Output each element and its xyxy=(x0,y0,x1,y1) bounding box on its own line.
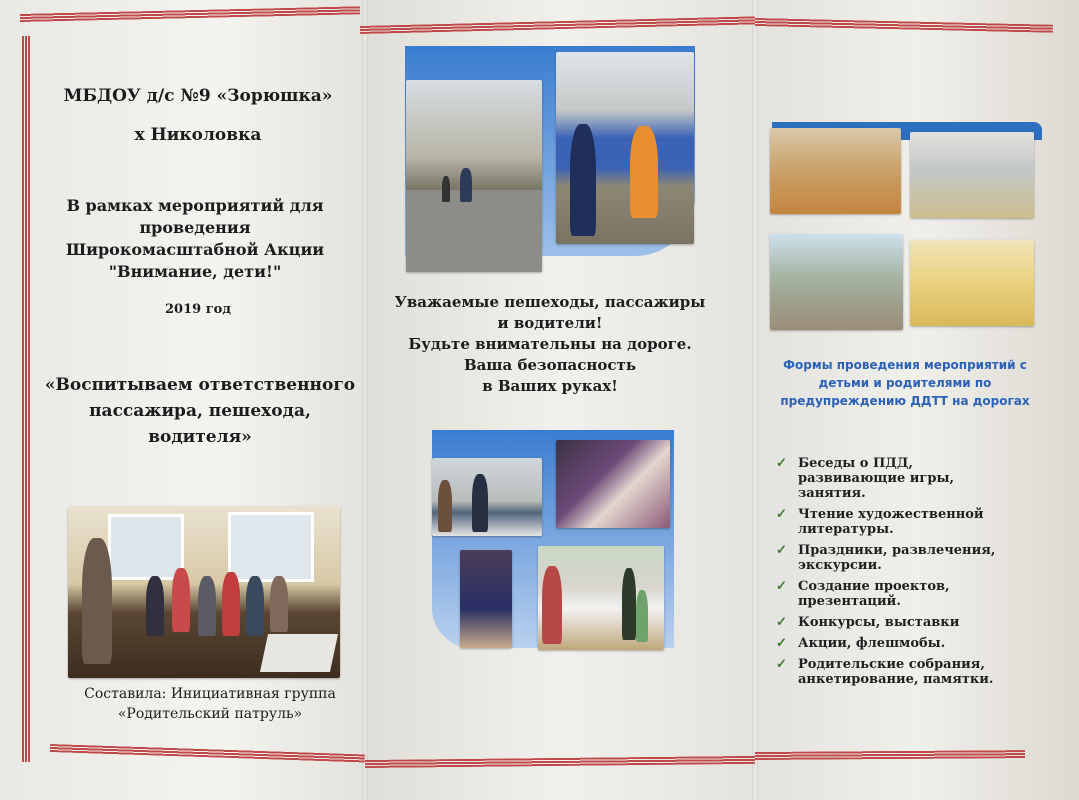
list-item xyxy=(772,543,1012,573)
parent-figure xyxy=(472,474,488,532)
intro-text xyxy=(40,195,350,283)
check-icon: ✓ xyxy=(776,579,787,594)
crossing-photo xyxy=(556,52,694,244)
pedestrian-figure xyxy=(442,176,450,202)
road-surface xyxy=(406,190,542,272)
list-item xyxy=(772,636,1012,651)
car-seat-photo xyxy=(556,440,670,528)
list-item xyxy=(772,615,1012,630)
list-item-text: Родительские собрания, анкетирование, памятки. xyxy=(798,657,994,687)
intro-line: Широкомасштабной Акции xyxy=(65,240,325,259)
family-car-photo xyxy=(538,546,664,650)
child-figure xyxy=(222,572,240,636)
list-item-text: Праздники, развлечения, экскурсии. xyxy=(798,543,996,573)
list-item xyxy=(772,657,1012,687)
appeal-text xyxy=(380,292,720,397)
parent-figure xyxy=(542,566,562,644)
child-figure xyxy=(636,590,648,642)
children-group-photo xyxy=(770,234,903,330)
check-icon: ✓ xyxy=(776,507,787,522)
kindergarten-room-photo xyxy=(770,128,901,214)
village-title: х Николовка xyxy=(134,125,262,145)
check-icon: ✓ xyxy=(776,615,787,630)
window-shape xyxy=(108,514,184,580)
child-figure xyxy=(146,576,164,636)
appeal-line: и водители! xyxy=(497,314,603,332)
activities-list xyxy=(772,456,1012,693)
list-item-text: Чтение художественной литературы. xyxy=(798,507,984,537)
child-figure xyxy=(570,124,596,236)
appeal-line: Ваша безопасность xyxy=(463,356,636,374)
list-item-text: Создание проектов, презентаций. xyxy=(798,579,950,609)
list-item-text: Беседы о ПДД, развивающие игры, занятия. xyxy=(798,456,955,501)
slogan-line: пассажира, пешехода, xyxy=(89,401,311,421)
parent-figure xyxy=(438,480,452,532)
author-credit xyxy=(60,684,360,724)
fold-line xyxy=(362,0,368,800)
parent-figure xyxy=(622,568,636,640)
intro-line: "Внимание, дети!" xyxy=(108,262,282,281)
fold-line xyxy=(752,0,758,800)
child-figure xyxy=(172,568,190,632)
inspector-figure xyxy=(630,126,658,218)
appeal-line: в Ваших руках! xyxy=(482,377,618,395)
window-shape xyxy=(228,512,314,582)
check-icon: ✓ xyxy=(776,543,787,558)
list-item-text: Акции, флешмобы. xyxy=(798,636,946,651)
list-item xyxy=(772,579,1012,609)
author-line: «Родительский патруль» xyxy=(117,706,303,722)
heading-line: предупреждению ДДТТ на дорогах xyxy=(780,394,1030,408)
child-figure xyxy=(198,576,216,636)
children-walking-photo xyxy=(910,132,1034,218)
year-label: 2019 год xyxy=(164,302,231,317)
child-figure xyxy=(270,576,288,632)
list-item xyxy=(772,507,1012,537)
check-icon: ✓ xyxy=(776,657,787,672)
intro-line: В рамках мероприятий для xyxy=(66,196,324,215)
pedestrian-figure xyxy=(460,168,472,202)
road-photo xyxy=(406,80,542,272)
intro-line: проведения xyxy=(139,218,251,237)
child-figure xyxy=(246,576,264,636)
classroom-photo xyxy=(68,506,340,678)
appeal-line: Будьте внимательны на дороге. xyxy=(408,335,692,353)
car-photo xyxy=(432,458,542,536)
slogan-line: «Воспитываем ответственного xyxy=(44,375,356,395)
author-line: Составила: Инициативная группа xyxy=(84,686,336,702)
heading-line: детьми и родителями по xyxy=(818,376,992,390)
child-in-car-photo xyxy=(460,550,512,648)
list-item-text: Конкурсы, выставки xyxy=(798,615,960,630)
slogan-text xyxy=(42,372,358,450)
appeal-line: Уважаемые пешеходы, пассажиры xyxy=(394,293,706,311)
activities-heading xyxy=(770,356,1040,410)
children-drawing-photo xyxy=(910,240,1034,326)
list-item xyxy=(772,456,1012,501)
table-shape xyxy=(260,634,338,672)
border-stripe xyxy=(22,36,30,762)
heading-line: Формы проведения мероприятий с xyxy=(783,358,1027,372)
org-title: МБДОУ д/с №9 «Зорюшка» xyxy=(63,86,333,106)
check-icon: ✓ xyxy=(776,456,787,471)
check-icon: ✓ xyxy=(776,636,787,651)
teacher-figure xyxy=(82,538,112,664)
slogan-line: водителя» xyxy=(148,427,252,447)
